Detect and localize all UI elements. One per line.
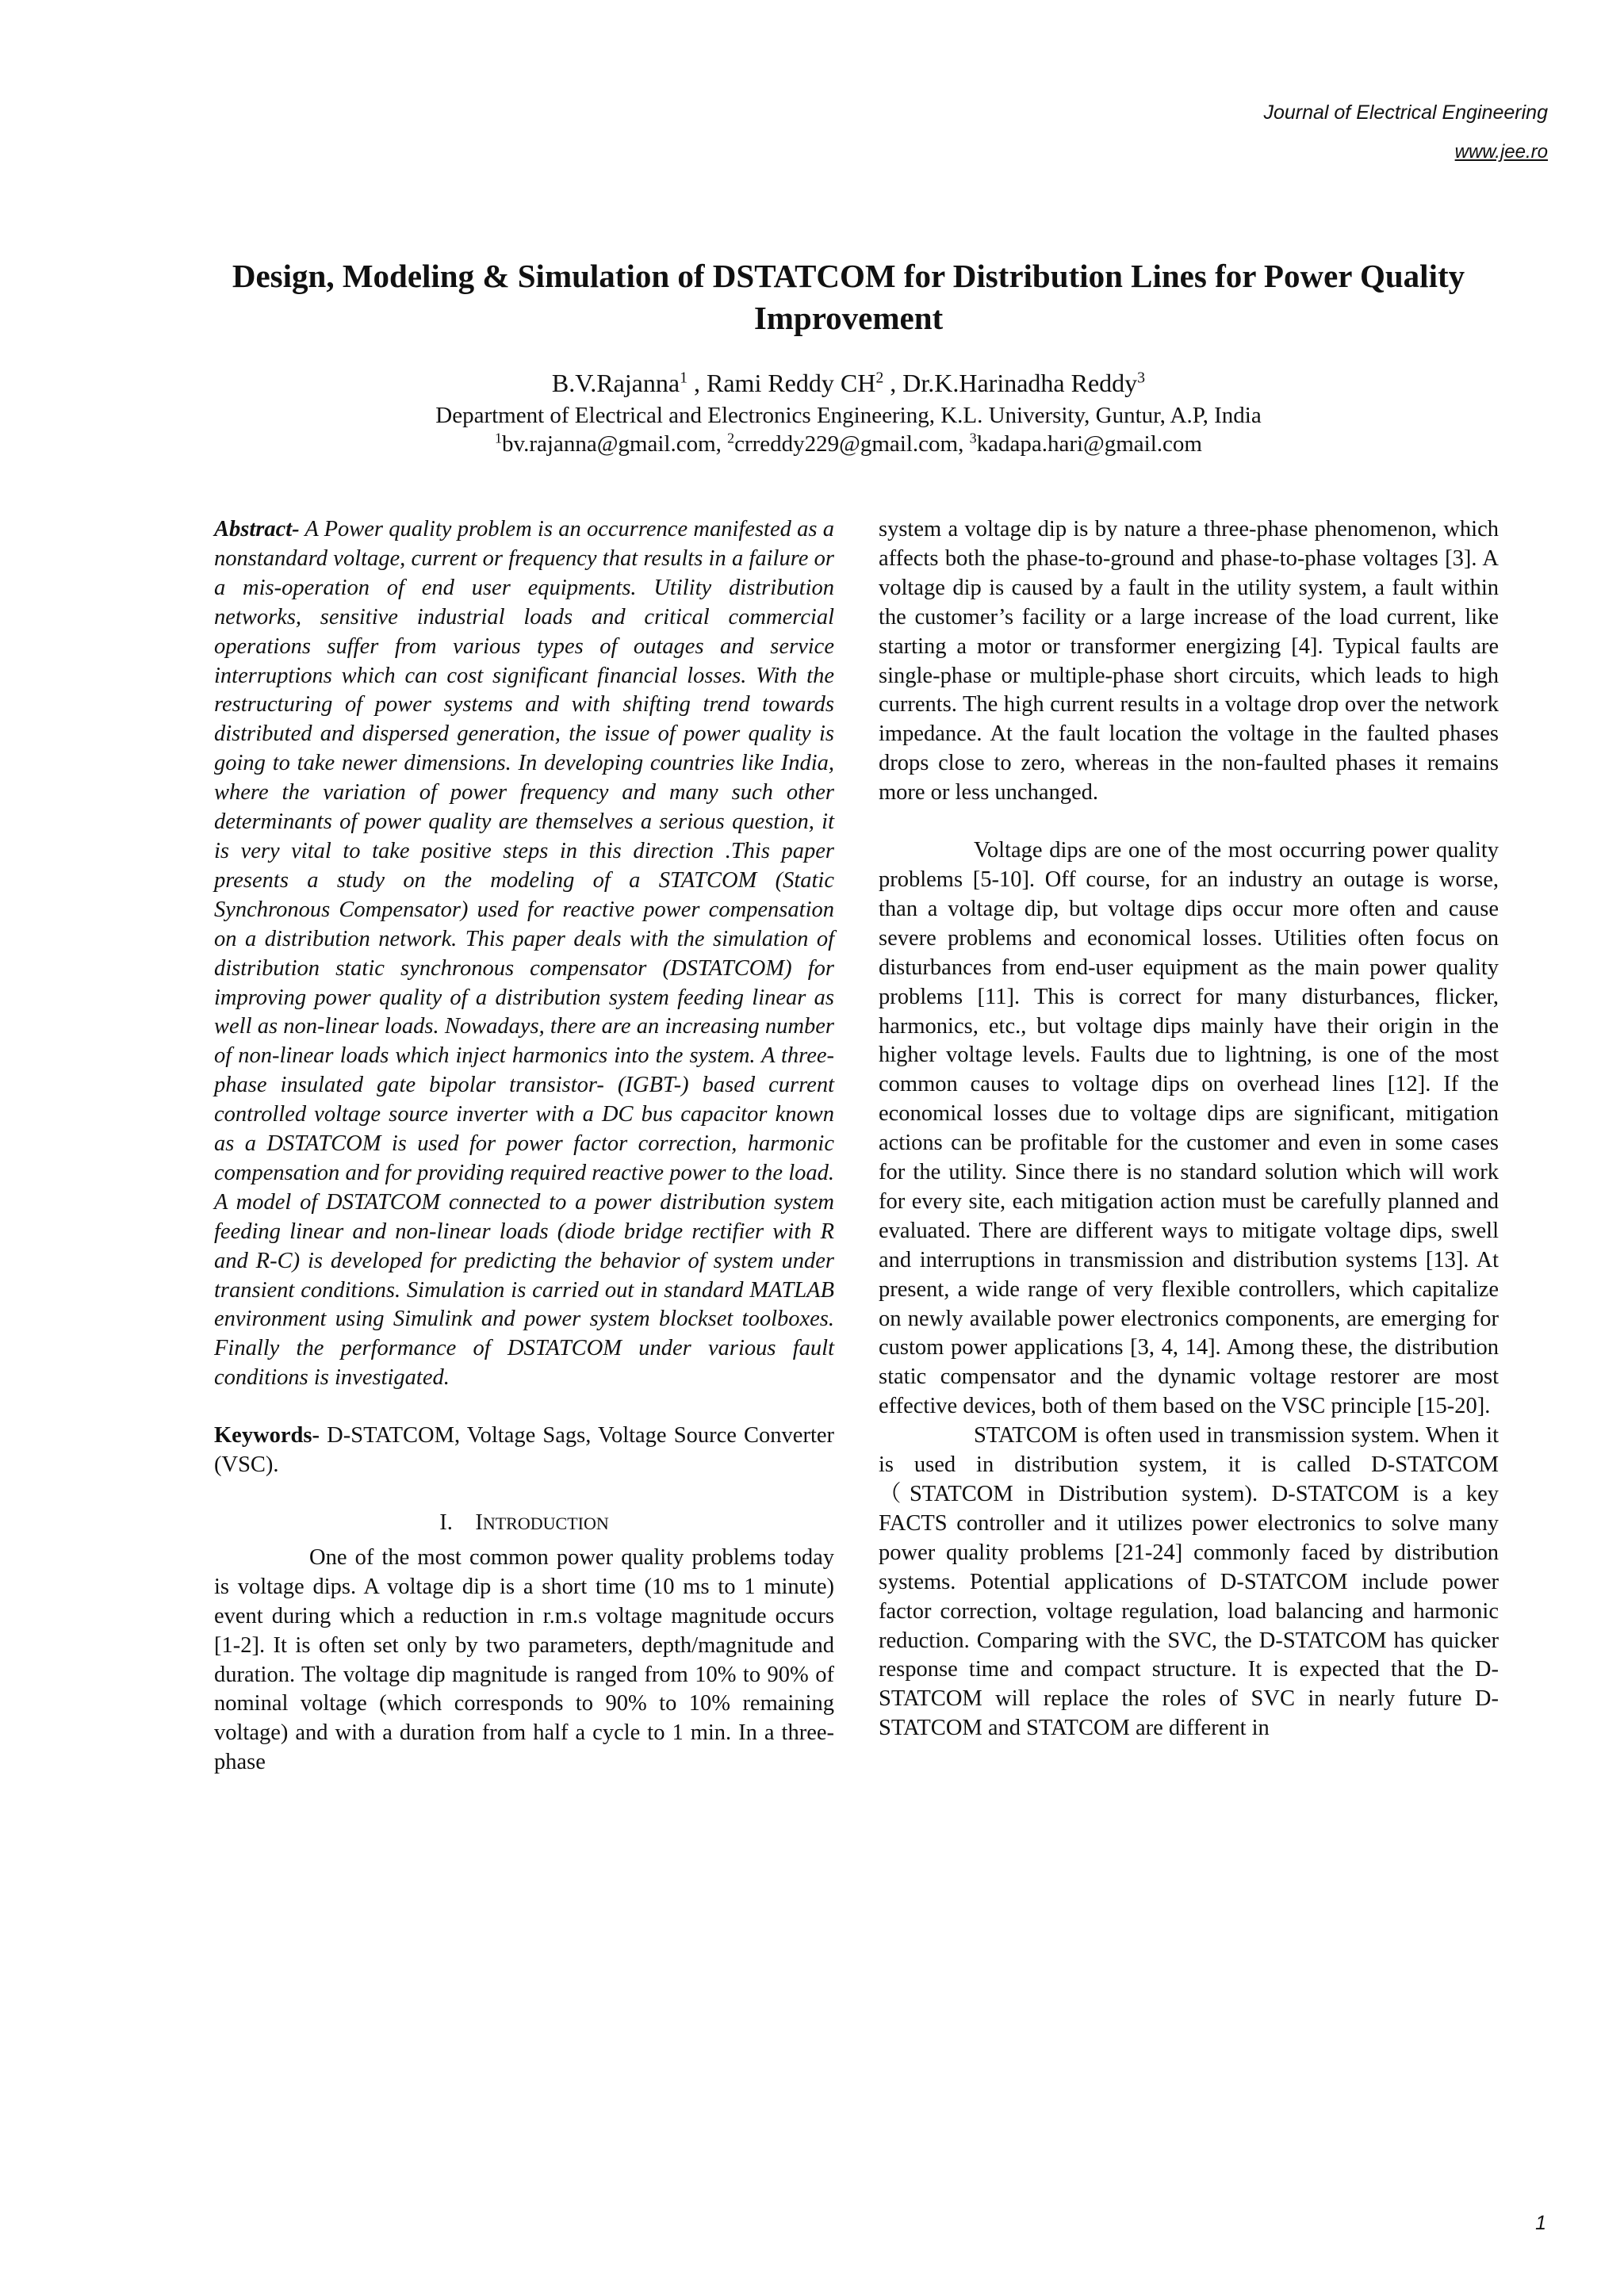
email-list <box>174 430 1522 458</box>
page-number: 1 <box>1535 2212 1546 2234</box>
keywords-label: Keywords- <box>214 1423 320 1448</box>
email-1: bv.rajanna@gmail.com, <box>502 431 728 457</box>
section-heading-introduction <box>214 1509 834 1539</box>
author-1-marker: 1 <box>680 369 688 387</box>
abstract-text: A Power quality problem is an occurrence manifested as a nonstandard voltage, current or frequency that results in a failure or a mis-operation of end user equipments. Utility distribution networks, sensitive industrial loads and critical commercial operations suffer from various types of outages and service interruptions which can cost significant financial losses. With the restructuring of power systems and with shifting trend towards distributed and dispersed generation, the issue of power quality is going to take newer dimensions. In developing countries like India, where the variation of power frequency and many such other determinants of power quality are themselves a serious question, it is very vital to take positive steps in this direction .This paper presents a study on the modeling of a STATCOM (Static Synchronous Compensator) used for reactive power compensation on a distribution network. This paper deals with the simulation of distribution static synchronous compensator (DSTATCOM) for improving power quality of a distribution system feeding linear as well as non-linear loads. Nowadays, there are an increasing number of non-linear loads which inject harmonics into the system. A three-phase insulated gate bipolar transistor- (IGBT-) based current controlled voltage source inverter with a DC bus capacitor known as a DSTATCOM is used for power factor correction, harmonic compensation and for providing required reactive power to the load. A model of DSTATCOM connected to a power distribution system feeding linear and non-linear loads (diode bridge rectifier with R and R-C) is developed for predicting the behavior of system under transient conditions. Simulation is carried out in standard MATLAB environment using Simulink and power system blockset toolboxes. Finally the performance of DSTATCOM under various fault conditions is investigated. <box>214 517 834 1391</box>
journal-name: Journal of Electrical Engineering <box>1263 101 1548 124</box>
author-2-marker: 2 <box>875 369 884 387</box>
intro-paragraph-1: One of the most common power quality problems today is voltage dips. A voltage dip is a short time (10 ms to 1 minute) event during which a reduction in r.m.s voltage magnitude occurs [1-2]. It is often set only by two parameters, depth/magnitude and duration. The voltage dip magnitude is ranged from 10% to 90% of nominal voltage (which corresponds to 90% to 10% remaining voltage) and with a duration from half a cycle to 1 min. In a three-phase <box>214 1544 834 1775</box>
author-separator: , <box>883 369 903 397</box>
section-title-initial: I <box>475 1510 483 1535</box>
section-number: I. <box>439 1510 453 1535</box>
email-3-marker: 3 <box>969 430 977 446</box>
email-3: kadapa.hari@gmail.com <box>976 431 1202 457</box>
author-list <box>174 366 1522 400</box>
intro-paragraph-4: STATCOM is often used in transmission system. When it is used in distribution system, it is called D-STATCOM（STATCOM in Distribution system). D-STATCOM is a key FACTS controller and it utilizes power electronics to solve many power quality problems [21-24] commonly faced by distribution systems. Potential applications of D-STATCOM include power factor correction, voltage regulation, load balancing and harmonic reduction. Comparing with the SVC, the D-STATCOM has quicker response time and compact structure. It is expected that the D-STATCOM will replace the roles of SVC in nearly future D-STATCOM and STATCOM are different in <box>879 1423 1499 1741</box>
keywords <box>214 1422 834 1480</box>
author-3: Dr.K.Harinadha Reddy <box>902 369 1138 397</box>
author-3-marker: 3 <box>1137 369 1146 387</box>
right-column <box>879 515 1499 1743</box>
email-1-marker: 1 <box>495 430 502 446</box>
section-title-rest: NTRODUCTION <box>482 1513 609 1533</box>
intro-paragraph-2: system a voltage dip is by nature a three-phase phenomenon, which affects both the phase-to-ground and phase-to-phase voltages [3]. A voltage dip is caused by a fault in the utility system, a fault within the customer’s facility or a large increase of the load current, like starting a motor or transformer energizing [4]. Typical faults are single-phase or multiple-phase short circuits, which leads to high currents. The high current results in a voltage drop over the network impedance. At the fault location the voltage in the faulted phases drops close to zero, whereas in the non-faulted phases it remains more or less unchanged. <box>879 517 1499 806</box>
email-2-marker: 2 <box>727 430 735 446</box>
intro-paragraph-3: Voltage dips are one of the most occurring power quality problems [5-10]. Off course, for an industry an outage is worse, than a voltage dip, but voltage dips occur more often and cause severe problems and economical losses. Utilities often focus on disturbances from end-user equipment as the main power quality problems [11]. This is correct for many disturbances, flicker, harmonics, etc., but voltage dips mainly have their origin in the higher voltage levels. Faults due to lightning, is one of the most common causes to voltage dips on overhead lines [12]. If the economical losses due to voltage dips are significant, mitigation actions can be profitable for the customer and even in some cases for the utility. Since there is no standard solution which will work for every site, each mitigation action must be carefully planned and evaluated. There are different ways to mitigate voltage dips, swell and interruptions in transmission and distribution systems [13]. At present, a wide range of very flexible controllers, which capitalize on newly available power electronics components, are emerging for custom power applications [3, 4, 14]. Among these, the distribution static compensator and the dynamic voltage restorer are most effective devices, both of them based on the VSC principle [15-20]. <box>879 838 1499 1419</box>
left-column <box>214 515 834 1777</box>
email-2: crreddy229@gmail.com, <box>734 431 970 457</box>
author-1: B.V.Rajanna <box>551 369 680 397</box>
author-separator: , <box>688 369 707 397</box>
affiliation: Department of Electrical and Electronics Engineering, K.L. University, Guntur, A.P, India <box>435 403 1262 428</box>
keywords-text: D-STATCOM, Voltage Sags, Voltage Source Converter (VSC). <box>214 1423 834 1478</box>
author-2: Rami Reddy CH <box>707 369 876 397</box>
abstract <box>214 515 834 1393</box>
journal-url-link[interactable]: www.jee.ro <box>1454 141 1548 163</box>
abstract-label: Abstract- <box>214 517 300 541</box>
paper-title: Design, Modeling & Simulation of DSTATCOM for Distribution Lines for Power Quality Improvement <box>232 258 1465 336</box>
